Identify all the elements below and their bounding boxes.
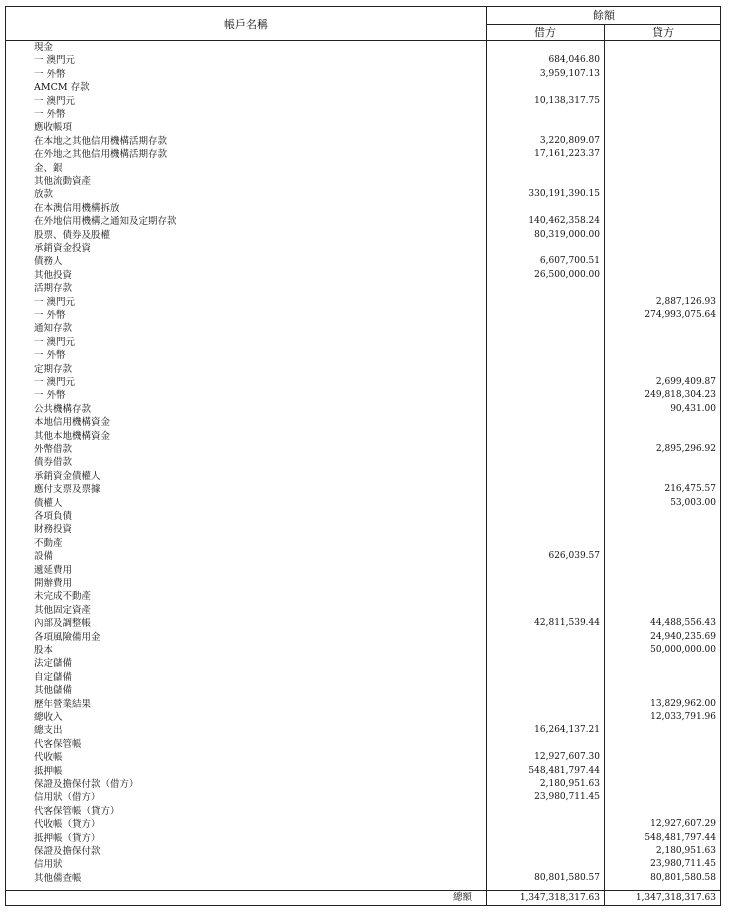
table-row bbox=[6, 617, 722, 630]
table-row bbox=[6, 738, 722, 751]
credit-amount: 12,033,791.96 bbox=[650, 712, 716, 722]
balance-header: 餘額 bbox=[593, 9, 615, 22]
account-name: 債務人 bbox=[34, 256, 63, 268]
account-name: 放款 bbox=[34, 189, 54, 201]
table-row bbox=[6, 336, 722, 349]
table-row bbox=[6, 657, 722, 670]
table-row bbox=[6, 175, 722, 188]
account-name: 通知存款 bbox=[34, 323, 73, 335]
account-name: 在外地之其他信用機構活期存款 bbox=[34, 149, 168, 161]
table-row bbox=[6, 845, 722, 858]
table-row bbox=[6, 818, 722, 831]
credit-amount: 2,895,296.92 bbox=[655, 444, 716, 454]
account-name: 信用狀 bbox=[34, 859, 63, 871]
table-row bbox=[6, 202, 722, 215]
account-name: 歷年營業結果 bbox=[34, 698, 92, 710]
account-name: 債權人 bbox=[34, 497, 63, 509]
table-row bbox=[6, 671, 722, 684]
table-row bbox=[6, 349, 722, 362]
debit-amount: 23,980,711.45 bbox=[534, 792, 600, 803]
balance-header-divider bbox=[486, 24, 720, 25]
table-row bbox=[6, 724, 722, 737]
account-name: 內部及調整帳 bbox=[34, 618, 92, 630]
account-name: 股票、債券及股權 bbox=[34, 229, 111, 241]
credit-amount: 12,927,607.29 bbox=[650, 819, 716, 830]
table-row bbox=[6, 523, 722, 536]
account-name: 公共機構存款 bbox=[34, 403, 92, 415]
table-row bbox=[6, 832, 722, 845]
table-row bbox=[6, 443, 722, 456]
table-row bbox=[6, 644, 722, 657]
account-name: 開辦費用 bbox=[34, 578, 73, 589]
account-name: 代客保管帳（貸方） bbox=[34, 805, 120, 817]
table-row bbox=[6, 403, 722, 416]
account-name: 代收帳 bbox=[34, 752, 63, 764]
debit-amount: 26,500,000.00 bbox=[534, 269, 600, 280]
table-row bbox=[6, 135, 722, 148]
table-row bbox=[6, 81, 722, 94]
table-row bbox=[6, 162, 722, 175]
table-row bbox=[6, 41, 722, 54]
account-name: 法定儲備 bbox=[34, 658, 73, 670]
credit-header: 貸方 bbox=[652, 26, 674, 39]
table-row bbox=[6, 510, 722, 523]
account-name: 一 外幣 bbox=[34, 310, 66, 321]
credit-amount: 23,980,711.45 bbox=[650, 859, 716, 870]
table-row bbox=[6, 68, 722, 81]
account-name: 一 澳門元 bbox=[34, 95, 76, 107]
credit-amount: 13,829,962.00 bbox=[650, 698, 716, 709]
debit-amount: 42,811,539.44 bbox=[534, 618, 600, 629]
account-name: 保證及擔保付款 bbox=[34, 846, 101, 857]
account-name: 遞延費用 bbox=[34, 564, 73, 576]
table-row bbox=[6, 121, 722, 134]
debit-amount: 12,927,607.30 bbox=[534, 752, 600, 763]
account-name: 保證及擔保付款（借方） bbox=[34, 779, 139, 790]
table-row bbox=[6, 858, 722, 871]
table-row bbox=[6, 229, 722, 242]
credit-amount: 249,818,304.23 bbox=[644, 390, 716, 401]
account-name: 應付支票及票據 bbox=[34, 484, 101, 496]
total-row bbox=[6, 891, 722, 905]
debit-header: 借方 bbox=[534, 26, 556, 39]
total-debit: 1,347,318,317.63 bbox=[519, 893, 600, 903]
account-name: 一 外幣 bbox=[34, 350, 66, 362]
account-name: 代客保管帳 bbox=[34, 738, 82, 750]
account-name: 一 外幣 bbox=[34, 68, 66, 80]
table-row bbox=[6, 430, 722, 443]
debit-amount: 80,319,000.00 bbox=[534, 229, 600, 240]
account-name: 財務投資 bbox=[34, 524, 73, 536]
account-name: 一 外幣 bbox=[34, 390, 66, 402]
account-name: 其他流動資產 bbox=[34, 176, 92, 187]
account-name: 在外地信用機構之通知及定期存款 bbox=[34, 216, 177, 228]
table-row bbox=[6, 537, 722, 550]
account-name: 代收帳（貸方） bbox=[34, 819, 101, 831]
table-row bbox=[6, 872, 722, 885]
account-name: 在本地之其他信用機構活期存款 bbox=[34, 135, 168, 147]
table-row bbox=[6, 791, 722, 804]
credit-amount: 44,488,556.43 bbox=[650, 618, 716, 629]
account-name: AMCM 存款 bbox=[34, 82, 90, 94]
credit-amount: 2,699,409.87 bbox=[655, 377, 716, 387]
account-name: 其他備查帳 bbox=[34, 872, 82, 884]
table-row bbox=[6, 296, 722, 309]
account-name: 抵押帳 bbox=[34, 765, 63, 777]
account-name: 其他投資 bbox=[34, 269, 73, 281]
credit-amount: 24,940,235.69 bbox=[650, 631, 716, 642]
account-name: 承銷資金投資 bbox=[34, 243, 92, 254]
table-row bbox=[6, 242, 722, 255]
credit-amount: 90,431.00 bbox=[670, 403, 716, 414]
account-name: 信用狀（借方） bbox=[34, 792, 101, 804]
credit-amount: 548,481,797.44 bbox=[644, 832, 716, 843]
account-name: 應收帳項 bbox=[34, 122, 73, 134]
debit-amount: 3,959,107.13 bbox=[539, 68, 600, 79]
table-row bbox=[6, 684, 722, 697]
table-row bbox=[6, 751, 722, 764]
balance-sheet-table bbox=[5, 6, 721, 906]
table-row bbox=[6, 95, 722, 108]
table-row bbox=[6, 711, 722, 724]
account-name: 總收入 bbox=[34, 712, 63, 723]
table-row bbox=[6, 269, 722, 282]
total-credit: 1,347,318,317.63 bbox=[635, 893, 716, 903]
table-row bbox=[6, 805, 722, 818]
credit-amount: 274,993,075.64 bbox=[644, 310, 716, 320]
table-row bbox=[6, 765, 722, 778]
table-row bbox=[6, 215, 722, 228]
table-row bbox=[6, 108, 722, 121]
account-name: 一 澳門元 bbox=[34, 377, 76, 388]
table-row bbox=[6, 483, 722, 496]
debit-amount: 6,607,700.51 bbox=[539, 256, 600, 267]
account-name: 活期存款 bbox=[34, 283, 73, 295]
table-row bbox=[6, 497, 722, 510]
account-name: 其他本地機構資金 bbox=[34, 430, 111, 442]
table-row bbox=[6, 631, 722, 644]
debit-amount: 140,462,358.24 bbox=[528, 216, 600, 227]
account-name: 股本 bbox=[34, 645, 54, 656]
account-name: 未完成不動產 bbox=[34, 591, 92, 603]
account-name: 抵押帳（貸方） bbox=[34, 832, 101, 844]
debit-amount: 3,220,809.07 bbox=[539, 135, 600, 146]
debit-amount: 17,161,223.37 bbox=[534, 149, 600, 160]
credit-amount: 50,000,000.00 bbox=[650, 645, 716, 655]
account-name: 各項負債 bbox=[34, 511, 73, 522]
account-name-header: 帳戶名稱 bbox=[224, 18, 268, 31]
account-name: 自定儲備 bbox=[34, 671, 73, 683]
table-row bbox=[6, 416, 722, 429]
account-name: 一 澳門元 bbox=[34, 336, 76, 348]
table-row bbox=[6, 564, 722, 577]
account-name: 設備 bbox=[34, 551, 54, 563]
account-name: 債券借款 bbox=[34, 457, 73, 469]
account-name: 在本澳信用機構拆放 bbox=[34, 202, 120, 214]
account-name: 不動產 bbox=[34, 537, 63, 549]
table-row bbox=[6, 188, 722, 201]
debit-amount: 684,046.80 bbox=[548, 55, 600, 66]
credit-amount: 80,801,580.58 bbox=[650, 872, 716, 883]
account-name: 本地信用機構資金 bbox=[34, 417, 111, 429]
debit-amount: 80,801,580.57 bbox=[534, 872, 600, 883]
debit-amount: 330,191,390.15 bbox=[528, 189, 600, 200]
debit-amount: 626,039.57 bbox=[548, 551, 600, 562]
account-name: 總支出 bbox=[34, 725, 63, 737]
table-row bbox=[6, 148, 722, 161]
table-row bbox=[6, 456, 722, 469]
account-name: 一 澳門元 bbox=[34, 296, 76, 308]
table-row bbox=[6, 363, 722, 376]
table-row bbox=[6, 389, 722, 402]
table-row bbox=[6, 590, 722, 603]
debit-amount: 548,481,797.44 bbox=[528, 765, 600, 776]
total-label: 總額 bbox=[452, 892, 472, 903]
account-name: 一 外幣 bbox=[34, 109, 66, 120]
table-row bbox=[6, 604, 722, 617]
table-row bbox=[6, 577, 722, 590]
table-row bbox=[6, 376, 722, 389]
account-name: 外幣借款 bbox=[34, 444, 73, 455]
account-name: 各項風險備用金 bbox=[34, 631, 101, 643]
table-row bbox=[6, 322, 722, 335]
table-row bbox=[6, 54, 722, 67]
table-row bbox=[6, 698, 722, 711]
credit-amount: 2,180,951.63 bbox=[655, 846, 716, 856]
account-name: 其他儲備 bbox=[34, 685, 73, 697]
table-row bbox=[6, 255, 722, 268]
credit-amount: 2,887,126.93 bbox=[655, 296, 716, 307]
credit-amount: 216,475.57 bbox=[664, 484, 716, 495]
account-name: 其他固定資產 bbox=[34, 604, 92, 616]
table-row bbox=[6, 470, 722, 483]
account-name: 金、銀 bbox=[34, 162, 63, 174]
debit-amount: 16,264,137.21 bbox=[534, 725, 600, 736]
account-name: 一 澳門元 bbox=[34, 55, 76, 67]
credit-amount: 53,003.00 bbox=[670, 497, 716, 508]
table-row bbox=[6, 778, 722, 791]
table-row bbox=[6, 309, 722, 322]
account-name: 現金 bbox=[34, 42, 54, 53]
table-row bbox=[6, 550, 722, 563]
table-row bbox=[6, 282, 722, 295]
account-name: 承銷資金債權人 bbox=[34, 470, 101, 482]
debit-amount: 2,180,951.63 bbox=[539, 779, 600, 789]
account-name: 定期存款 bbox=[34, 363, 73, 375]
debit-amount: 10,138,317.75 bbox=[534, 95, 600, 106]
